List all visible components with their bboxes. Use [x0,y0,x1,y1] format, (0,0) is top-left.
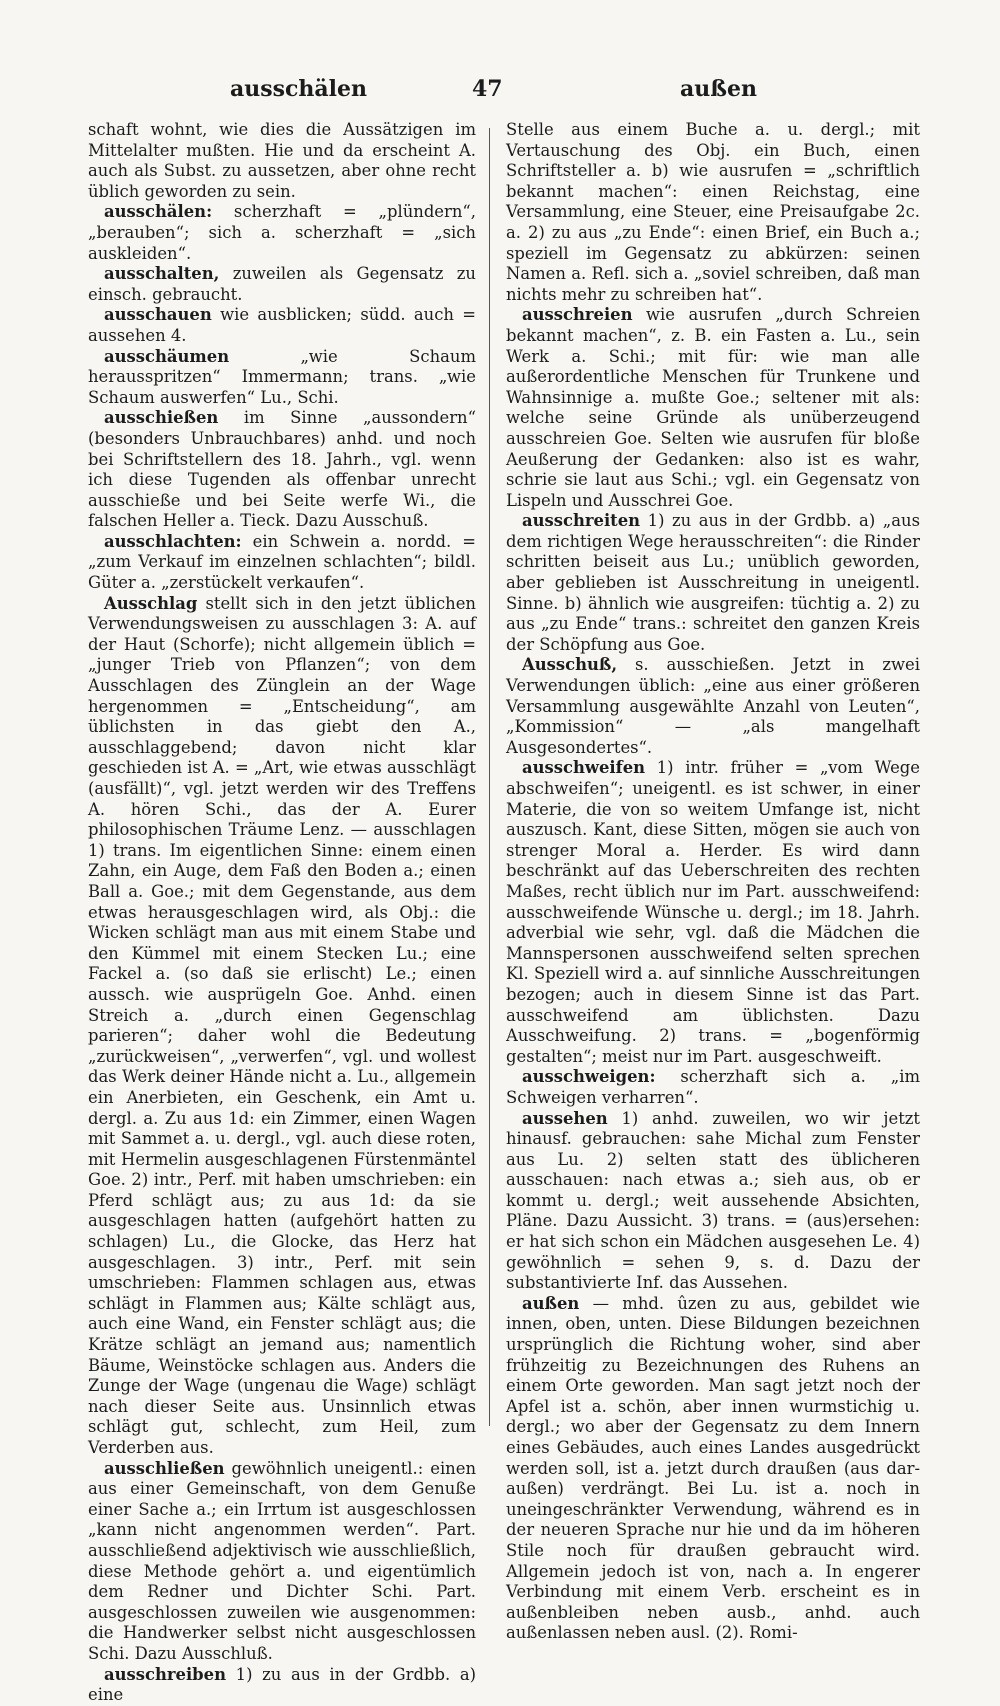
page-header [80,76,920,108]
dictionary-entry [88,408,476,532]
dictionary-entry [88,1459,476,1665]
entry-text: zuweilen als Gegensatz zu einsch. gebraucht. [88,264,476,304]
entry-text: s. ausschießen. Jetzt in zwei Verwendungen üblich: „eine aus einer größeren Versammlung ausgewählte Anzahl von Leuten“, „Kommission“ — „als mangelhaft Ausgesondertes“. [506,655,920,757]
entry-text: wie ausrufen „durch Schreien bekannt machen“, z. B. ein Fasten a. Lu., sein Werk a. Schi.; mit für: wie man alle außerordentliche Menschen für Trunkene und Wahnsinnige a. mußte Goe.; seltener mit als: welche seine Gründe als unüberzeugend ausschreien Goe. Selten wie ausrufen für bloße Aeußerung der Gedanken: also ist es wahr, schrie sie laut aus Schi.; vgl. ein Gegensatz von Lispeln und Ausschrei Goe. [506,305,920,510]
header-left-catchword: ausschälen [230,76,368,102]
entry-text: 1) zu aus in der Grdbb. a) eine [88,1664,476,1705]
entry-headword: ausschreien [522,305,633,325]
entry-headword: ausschweigen: [522,1067,656,1087]
entry-headword: ausschauen [104,305,212,325]
entry-headword: außen [522,1293,580,1313]
entry-text: wie ausblicken; südd. auch = aussehen 4. [88,305,476,345]
entry-text: ein Schwein a. nordd. = „zum Verkauf im einzelnen schlachten“; bildl. Güter a. „zerstückelt verkaufen“. [88,531,476,593]
entry-text: stellt sich in den jetzt üblichen Verwendungsweisen zu ausschlagen 3: A. auf der Haut (Schorfe); nicht allgemein üblich = „junger Trieb von Pflanzen“; von dem Ausschlagen des Zünglein an der Wage hergenommen = „Entscheidung“, am üblichsten in das giebt den A., ausschlaggebend; davon nicht klar geschieden ist A. = „Art, wie etwas ausschlägt (ausfällt)“, vgl. jetzt werden wir des Treffens A. hören Schi., das der A. Eurer philosophischen Träume Lenz. — ausschlagen 1) trans. Im eigentlichen Sinne: einem einen Zahn, ein Auge, dem Faß den Boden a.; einen Ball a. Goe.; mit dem Gegenstande, aus dem etwas herausgeschlagen wird, als Obj.: die Wicken schlägt man aus mit einem Stabe und den Kümmel mit einem Stecken Lu.; eine Fackel a. (so daß sie erlischt) Le.; einen aussch. wie ausprügeln Goe. Anhd. einen Streich a. „durch einen Gegenschlag parieren“; daher wohl die Bedeutung „zurückweisen“, „verwerfen“, vgl. und wollest das Werk deiner Hände nicht a. Lu., allgemein ein Anerbieten, ein Geschenk, ein Amt u. dergl. a. Zu aus 1d: ein Zimmer, einen Wagen mit Sammet a. u. dergl., vgl. auch diese roten, mit Hermelin ausgeschlagenen Fürstenmäntel Goe. 2) intr., Perf. mit haben umschrieben: ein Pferd schlägt aus; zu aus 1d: da sie ausgeschlagen hatten (aufgehört hatten zu schlagen) Lu., die Glocke, das Herz hat ausgeschlagen. 3) intr., Perf. mit sein umschrieben: Flammen schlagen aus, etwas schlägt in Flammen aus; Kälte schlägt aus, auch eine Wand, ein Fenster schlägt aus; die Krätze schlägt an jemand aus; namentlich Bäume, Weinstöcke schlagen aus. Anders die Zunge der Wage (ungenau die Wage) schlägt nach dieser Seite aus. Unsinnlich etwas schlägt gut, schlecht, zum Heil, zum Verderben aus. [88,593,476,1457]
entry-headword: ausschlachten: [104,531,242,551]
dictionary-entry [88,202,476,264]
entry-text: „wie Schaum herausspritzen“ Immermann; trans. „wie Schaum auswerfen“ Lu., Schi. [88,346,476,407]
dictionary-entry [506,305,920,511]
dictionary-entry [506,655,920,758]
left-column [88,120,476,1706]
dictionary-entry [506,1109,920,1294]
dictionary-entry [506,758,920,1067]
dictionary-entry [88,264,476,305]
entry-text: 1) anhd. zuweilen, wo wir jetzt hinausf. gebrauchen: sahe Michal zum Fenster aus Lu. 2) selten statt des üblicheren ausschauen: nach etwas a.; sieh aus, ob er kommt u. dergl.; weit aussehende Absichten, Pläne. Dazu Aussicht. 3) trans. = (aus)ersehen: er hat sich schon ein Mädchen ausgesehen Le. 4) gewöhnlich = sehen 9, s. d. Dazu der substantivierte Inf. das Aussehen. [506,1108,920,1293]
dictionary-entry [506,511,920,655]
page-number: 47 [472,76,503,102]
column-divider [489,128,490,1426]
entry-headword: aussehen [522,1108,608,1128]
header-right-catchword: außen [680,76,757,102]
entry-headword: ausschalten, [104,264,220,284]
entry-text: — mhd. ûzen zu aus, gebildet wie innen, oben, unten. Diese Bildungen bezeichnen ursprünglich die Richtung woher, sind aber frühzeitig zu Bezeichnungen des Ruhens an einem Orte geworden. Man sagt jetzt noch der Apfel ist a. schön, aber innen wurmstichig u. dergl.; wo aber der Gegensatz zu dem Innern eines Gebäudes, auch eines Landes ausgedrückt werden soll, ist a. jetzt durch draußen (aus dar-außen) verdrängt. Bei Lu. ist a. noch in uneingeschränkter Verwendung, während es in der neueren Sprache nur hie und da im höheren Stile noch für draußen gebraucht wird. Allgemein jedoch ist von, nach a. In engerer Verbindung mit einem Verb. erscheint es in außenbleiben neben ausb., anhd. auch außenlassen neben ausl. (2). Romi- [506,1293,920,1643]
entry-headword: ausschreiben [104,1664,226,1684]
entry-text: schaft wohnt, wie dies die Aussätzigen im Mittelalter mußten. Hie und da erscheint A. auch als Subst. zu aussetzen, aber ohne recht üblich geworden zu sein. [88,120,476,201]
entry-text: 1) intr. früher = „vom Wege abschweifen“; uneigentl. es ist schwer, in einer Materie, die von so weitem Umfange ist, nicht auszusch. Kant, diese Sitten, mögen sie auch von strenger Moral a. Herder. Es wird dann beschränkt auf das Ueberschreiten des rechten Maßes, recht üblich nur im Part. ausschweifend: ausschweifende Wünsche u. dergl.; im 18. Jahrh. adverbial wie sehr, vgl. daß die Mädchen die Mannspersonen ausschweifend selten sprechen Kl. Speziell wird a. auf sinnliche Ausschreitungen bezogen; auch in diesem Sinne ist das Part. ausschweifend am üblichsten. Dazu Ausschweifung. 2) trans. = „bogenförmig gestalten“; meist nur im Part. ausgeschweift. [506,758,920,1066]
dictionary-entry [88,1665,476,1706]
entry-text: im Sinne „aussondern“ (besonders Unbrauchbares) anhd. und noch bei Schriftstellern des 18. Jahrh., vgl. wenn ich diese Tugenden als offenbar unrecht ausschieße und bei Seite werfe Wi., die falschen Heller a. Tieck. Dazu Ausschuß. [88,408,476,531]
entry-text: Stelle aus einem Buche a. u. dergl.; mit Vertauschung des Obj. ein Buch, einen Schriftsteller a. b) wie ausrufen = „schriftlich bekannt machen“: einen Reichstag, eine Versammlung, eine Steuer, eine Preisaufgabe 2c. a. 2) zu aus „zu Ende“: einen Brief, ein Buch a.; speziell im Gegensatz zu abkürzen: seinen Namen a. Refl. sich a. „soviel schreiben, daß man nichts mehr zu schreiben hat“. [506,120,920,304]
entry-headword: Ausschuß, [522,655,618,675]
dictionary-entry [506,120,920,305]
entry-headword: ausschießen [104,408,219,428]
dictionary-entry [88,532,476,594]
dictionary-entry [88,594,476,1459]
dictionary-entry [88,305,476,346]
entry-text: scherzhaft = „plündern“, „berauben“; sich a. scherzhaft = „sich auskleiden“. [88,202,476,263]
dictionary-entry [506,1067,920,1108]
entry-text: scherzhaft sich a. „im Schweigen verharren“. [506,1067,920,1107]
entry-headword: ausschälen: [104,202,213,222]
dictionary-entry [506,1294,920,1644]
entry-headword: ausschäumen [104,346,230,366]
entry-headword: ausschweifen [522,758,646,778]
entry-headword: ausschließen [104,1458,225,1478]
entry-text: gewöhnlich uneigentl.: einen aus einer Gemeinschaft, von dem Genuße einer Sache a.; ein Irrtum ist ausgeschlossen „kann nicht angenommen werden“. Part. ausschließend adjektivisch wie ausschließlich, diese Methode gehört a. und eigentümlich dem Redner und Dichter Schi. Part. ausgeschlossen zuweilen wie ausgenommen: die Handwerker selbst nicht ausgeschlossen Schi. Dazu Ausschluß. [88,1458,476,1663]
dictionary-entry [88,347,476,409]
entry-headword: Ausschlag [104,593,198,613]
dictionary-entry [88,120,476,202]
entry-headword: ausschreiten [522,511,641,531]
right-column [506,120,920,1644]
entry-text: 1) zu aus in der Grdbb. a) „aus dem richtigen Wege herausschreiten“: die Rinder schritten beiseit aus Lu.; unüblich geworden, aber geblieben ist Ausschreitung in uneigentl. Sinne. b) ähnlich wie ausgreifen: tüchtig a. 2) zu aus „zu Ende“ trans.: schreitet den ganzen Kreis der Schöpfung aus Goe. [506,511,920,654]
